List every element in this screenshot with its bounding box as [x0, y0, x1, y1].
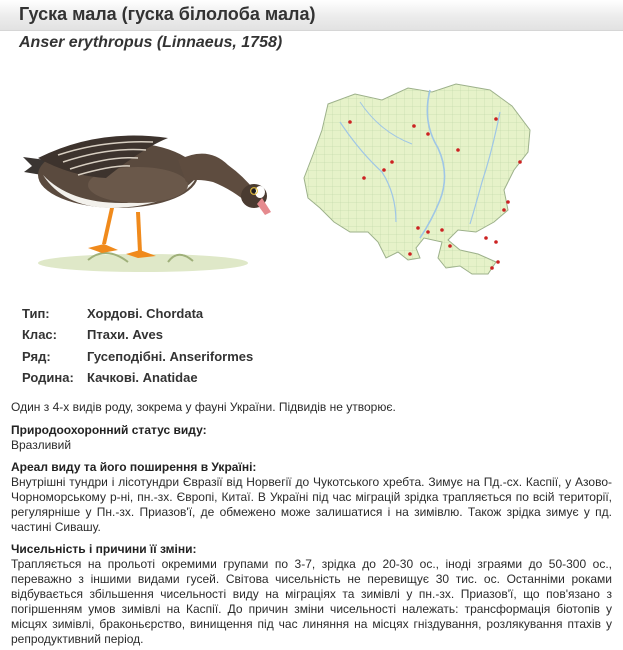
section-text: Трапляється на прольоті окремими групами по 3-7, зрідка до 20-30 ос., іноді зграями до 50-300 ос., переважно з іншими видами гусей. Світова чисельність не перевищує 30 тис. ос. Останніми роками відбувається збільшення чисельності виду на міграціях та зимівлі у пн.-зх. Приазов'ї, що пов'язано з погіршенням умов зимівлі на Каспії. До причин зміни чисельності належать: трансформація біотопів у місцях зимівлі, браконьєрство, винищення під час линяння на місцях гніздування, розлякування птахів у репродуктивний період.: [11, 557, 612, 646]
distribution-map: [300, 82, 536, 280]
population-section: [11, 542, 612, 647]
taxonomy-value: Качкові. Anatidae: [87, 369, 198, 385]
taxonomy-label: Тип:: [22, 306, 50, 321]
range-section: [11, 460, 612, 535]
section-text: Вразливий: [11, 438, 72, 452]
species-intro: Один з 4-х видів роду, зокрема у фауні України. Підвидів не утворює.: [11, 400, 396, 414]
taxonomy-value: Гусеподібні. Anseriformes: [87, 348, 254, 364]
taxonomy-label: Клас:: [22, 327, 57, 343]
page-title: Гуска мала (гуска білолоба мала): [19, 4, 316, 24]
title-bar: [0, 0, 623, 31]
taxonomy-label: Ряд:: [22, 348, 51, 364]
conservation-status-section: [11, 423, 612, 453]
taxonomy-value: Хордові. Chordata: [87, 306, 204, 321]
taxonomy-value: Птахи. Aves: [87, 327, 163, 343]
taxonomy-label: Родина:: [22, 369, 74, 385]
section-heading: Чисельність і причини її зміни:: [11, 542, 197, 556]
section-text: Внутрішні тундри і лісотундри Євразії від Норвегії до Чукотського хребта. Зимує на Пд.-сх. Каспії, у Азово-Чорноморському р-ні, пн.-зх. Європі, Китаї. В Україні під час міграцій зрідка трапляється по всій території, регулярніше у Пн.-зх. Приазов'ї, де обмежено може залишатися і на зимівлю. Також зрідка зимує у пд. частині Сивашу.: [11, 475, 612, 534]
section-heading: Природоохоронний статус виду:: [11, 423, 207, 437]
latin-name: Anser erythropus (Linnaeus, 1758): [19, 34, 283, 51]
section-heading: Ареал виду та його поширення в Україні:: [11, 460, 257, 474]
bird-illustration: [18, 120, 276, 275]
